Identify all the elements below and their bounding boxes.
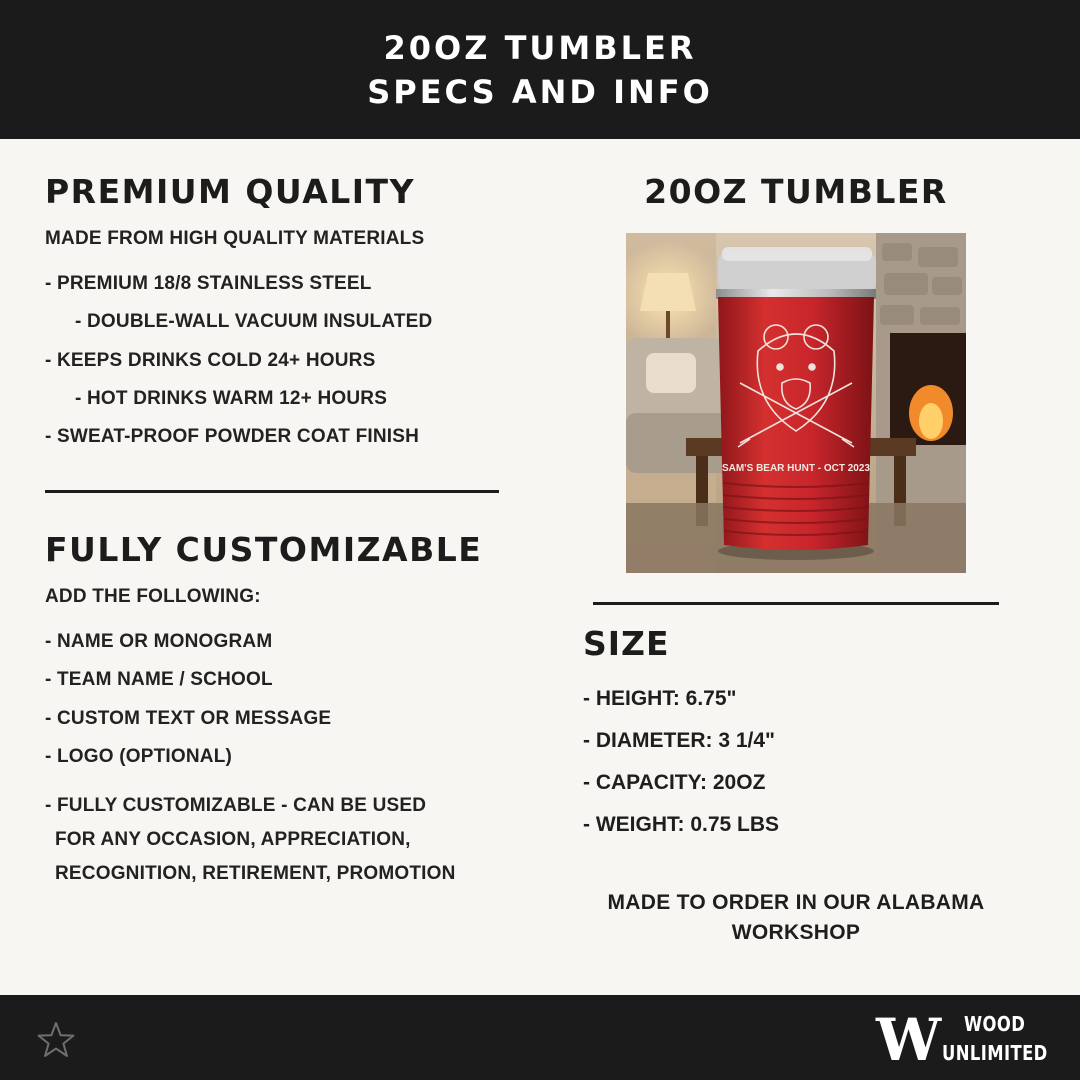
brand-logo xyxy=(876,1008,1056,1072)
premium-item: - PREMIUM 18/8 STAINLESS STEEL xyxy=(45,273,372,294)
customizable-note-line: - FULLY CUSTOMIZABLE - CAN BE USED xyxy=(45,795,427,816)
customizable-item: - LOGO (OPTIONAL) xyxy=(45,746,233,767)
premium-item: - DOUBLE-WALL VACUUM INSULATED xyxy=(75,311,433,332)
engraving-text: SAM'S BEAR HUNT - OCT 2023 xyxy=(722,463,870,474)
logo-letter: W xyxy=(876,1006,942,1074)
star-outline-icon xyxy=(36,1020,76,1064)
premium-item: - SWEAT-PROOF POWDER COAT FINISH xyxy=(45,426,420,447)
logo-word-2: UNLIMITED xyxy=(942,1041,1048,1065)
divider xyxy=(593,602,999,605)
made-to-order-line-1: MADE TO ORDER IN OUR ALABAMA xyxy=(607,891,985,914)
made-to-order-line-2: WORKSHOP xyxy=(731,921,861,944)
product-title: 20OZ TUMBLER xyxy=(644,172,948,211)
customizable-item: - TEAM NAME / SCHOOL xyxy=(45,669,273,690)
customizable-item: - NAME OR MONOGRAM xyxy=(45,631,273,652)
header-banner xyxy=(0,0,1080,139)
premium-quality-title: PREMIUM QUALITY xyxy=(45,172,415,211)
size-item: - WEIGHT: 0.75 LBS xyxy=(583,813,780,836)
logo-word-1: WOOD xyxy=(964,1012,1026,1036)
header-title-line-2: SPECS AND INFO xyxy=(367,72,713,111)
customizable-subtitle: ADD THE FOLLOWING: xyxy=(45,586,261,607)
fully-customizable-title: FULLY CUSTOMIZABLE xyxy=(45,530,483,569)
size-item: - CAPACITY: 20OZ xyxy=(583,771,766,794)
product-photo xyxy=(626,233,966,573)
premium-quality-subtitle: MADE FROM HIGH QUALITY MATERIALS xyxy=(45,228,425,249)
header-title-line-1: 20OZ TUMBLER xyxy=(383,28,697,67)
size-title: SIZE xyxy=(583,624,670,663)
customizable-item: - CUSTOM TEXT OR MESSAGE xyxy=(45,708,332,729)
premium-item: - HOT DRINKS WARM 12+ HOURS xyxy=(75,388,388,409)
premium-item: - KEEPS DRINKS COLD 24+ HOURS xyxy=(45,350,376,371)
size-item: - DIAMETER: 3 1/4" xyxy=(583,729,775,752)
divider xyxy=(45,490,499,493)
customizable-note-line: RECOGNITION, RETIREMENT, PROMOTION xyxy=(55,863,456,884)
size-item: - HEIGHT: 6.75" xyxy=(583,687,737,710)
tumbler-illustration xyxy=(626,233,966,573)
customizable-note-line: FOR ANY OCCASION, APPRECIATION, xyxy=(55,829,411,850)
made-to-order-note xyxy=(580,888,1012,948)
